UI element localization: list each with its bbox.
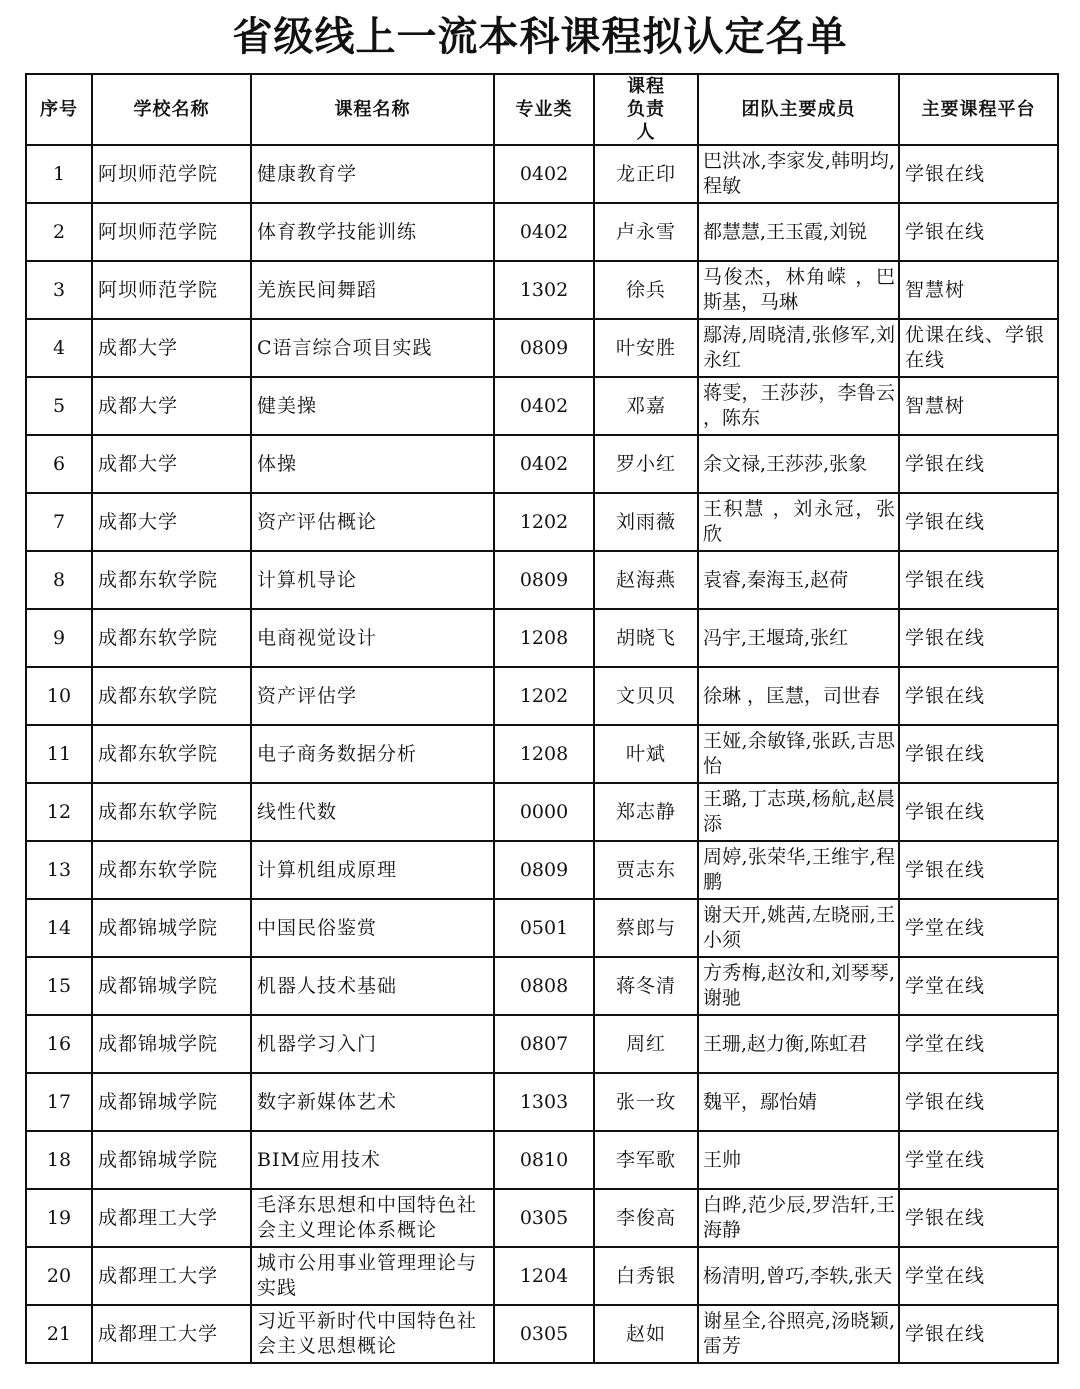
cell-leader: 李俊高 [594,1189,698,1247]
table-row [26,319,1058,377]
table-row [26,1015,1058,1073]
header-course: 课程名称 [251,74,494,145]
cell-leader: 叶斌 [594,725,698,783]
table-row [26,1189,1058,1247]
cell-leader: 叶安胜 [594,319,698,377]
cell-platform: 学银在线 [899,145,1058,203]
header-school: 学校名称 [92,74,251,145]
cell-school: 成都锦城学院 [92,1131,251,1189]
cell-no: 3 [26,261,92,319]
cell-no: 1 [26,145,92,203]
cell-course: 中国民俗鉴赏 [251,899,494,957]
cell-no: 13 [26,841,92,899]
cell-course: 体操 [251,435,494,493]
cell-leader: 周红 [594,1015,698,1073]
header-row [26,74,1058,145]
cell-leader: 张一玫 [594,1073,698,1131]
cell-no: 16 [26,1015,92,1073]
cell-team: 马俊杰，林角嵘 ，巴斯基，马琳 [698,261,899,319]
cell-major: 0501 [494,899,594,957]
cell-major: 0402 [494,145,594,203]
cell-no: 19 [26,1189,92,1247]
cell-course: 健美操 [251,377,494,435]
cell-major: 0809 [494,319,594,377]
cell-team: 周婷,张荣华,王维宇,程鹏 [698,841,899,899]
cell-leader: 郑志静 [594,783,698,841]
cell-team: 鄢涛,周晓清,张修军,刘永红 [698,319,899,377]
cell-school: 成都理工大学 [92,1305,251,1363]
cell-leader: 龙正印 [594,145,698,203]
cell-school: 成都东软学院 [92,551,251,609]
cell-team: 王珊,赵力衡,陈虹君 [698,1015,899,1073]
table-row [26,493,1058,551]
cell-course: BIM应用技术 [251,1131,494,1189]
cell-leader: 卢永雪 [594,203,698,261]
cell-platform: 学堂在线 [899,899,1058,957]
cell-leader: 徐兵 [594,261,698,319]
cell-school: 成都锦城学院 [92,957,251,1015]
cell-team: 白晔,范少辰,罗浩轩,王海静 [698,1189,899,1247]
cell-major: 1303 [494,1073,594,1131]
cell-school: 成都理工大学 [92,1247,251,1305]
cell-course: 机器学习入门 [251,1015,494,1073]
cell-platform: 优课在线、学银在线 [899,319,1058,377]
cell-platform: 学银在线 [899,609,1058,667]
cell-school: 成都大学 [92,377,251,435]
table-row [26,377,1058,435]
cell-major: 0402 [494,377,594,435]
table-row [26,1305,1058,1363]
cell-platform: 学堂在线 [899,957,1058,1015]
cell-major: 0402 [494,435,594,493]
cell-school: 成都理工大学 [92,1189,251,1247]
cell-team: 袁睿,秦海玉,赵荷 [698,551,899,609]
cell-team: 巴洪冰,李家发,韩明均,程敏 [698,145,899,203]
cell-course: 羌族民间舞蹈 [251,261,494,319]
cell-school: 阿坝师范学院 [92,261,251,319]
cell-major: 0305 [494,1305,594,1363]
table-row [26,145,1058,203]
cell-no: 11 [26,725,92,783]
cell-platform: 学银在线 [899,841,1058,899]
cell-leader: 贾志东 [594,841,698,899]
table-row [26,551,1058,609]
cell-team: 谢星全,谷照亮,汤晓颖,雷芳 [698,1305,899,1363]
cell-school: 阿坝师范学院 [92,203,251,261]
cell-school: 成都东软学院 [92,725,251,783]
cell-school: 成都东软学院 [92,783,251,841]
cell-leader: 胡晓飞 [594,609,698,667]
cell-major: 1202 [494,667,594,725]
header-team: 团队主要成员 [698,74,899,145]
cell-major: 0809 [494,841,594,899]
cell-school: 成都东软学院 [92,841,251,899]
table-row [26,899,1058,957]
cell-team: 杨清明,曾巧,李轶,张天 [698,1247,899,1305]
cell-course: 计算机组成原理 [251,841,494,899]
cell-school: 阿坝师范学院 [92,145,251,203]
cell-no: 17 [26,1073,92,1131]
cell-platform: 智慧树 [899,377,1058,435]
table-row [26,203,1058,261]
table-row [26,725,1058,783]
table-row [26,841,1058,899]
cell-course: 资产评估学 [251,667,494,725]
cell-leader: 罗小红 [594,435,698,493]
cell-platform: 学银在线 [899,1189,1058,1247]
cell-team: 方秀梅,赵汝和,刘琴琴,谢驰 [698,957,899,1015]
cell-team: 蒋雯，王莎莎，李鲁云 ，陈东 [698,377,899,435]
cell-platform: 学银在线 [899,493,1058,551]
cell-school: 成都锦城学院 [92,1073,251,1131]
header-platform: 主要课程平台 [899,74,1058,145]
cell-platform: 智慧树 [899,261,1058,319]
cell-platform: 学银在线 [899,203,1058,261]
cell-team: 王帅 [698,1131,899,1189]
cell-course: 健康教育学 [251,145,494,203]
cell-team: 王娅,余敏锋,张跃,吉思怡 [698,725,899,783]
table-row [26,609,1058,667]
cell-no: 12 [26,783,92,841]
cell-team: 魏平，鄢怡婧 [698,1073,899,1131]
cell-major: 0807 [494,1015,594,1073]
cell-course: 电商视觉设计 [251,609,494,667]
cell-leader: 赵如 [594,1305,698,1363]
cell-no: 10 [26,667,92,725]
cell-course: 资产评估概论 [251,493,494,551]
cell-leader: 刘雨薇 [594,493,698,551]
cell-no: 7 [26,493,92,551]
cell-major: 0810 [494,1131,594,1189]
cell-no: 2 [26,203,92,261]
cell-platform: 学银在线 [899,1073,1058,1131]
cell-no: 21 [26,1305,92,1363]
cell-no: 14 [26,899,92,957]
cell-course: 城市公用事业管理理论与实践 [251,1247,494,1305]
cell-leader: 赵海燕 [594,551,698,609]
page-title: 省级线上一流本科课程拟认定名单 [232,14,848,60]
table-row [26,1073,1058,1131]
table-row [26,783,1058,841]
cell-school: 成都东软学院 [92,667,251,725]
cell-course: 习近平新时代中国特色社会主义思想概论 [251,1305,494,1363]
cell-team: 王积慧 ，刘永冠，张欣 [698,493,899,551]
cell-platform: 学银在线 [899,1305,1058,1363]
cell-no: 6 [26,435,92,493]
cell-course: 线性代数 [251,783,494,841]
cell-platform: 学堂在线 [899,1247,1058,1305]
cell-major: 0808 [494,957,594,1015]
header-no: 序号 [26,74,92,145]
cell-school: 成都锦城学院 [92,1015,251,1073]
cell-no: 4 [26,319,92,377]
cell-course: C语言综合项目实践 [251,319,494,377]
table-row [26,957,1058,1015]
cell-major: 0000 [494,783,594,841]
cell-leader: 文贝贝 [594,667,698,725]
cell-major: 0402 [494,203,594,261]
cell-major: 1204 [494,1247,594,1305]
cell-leader: 邓嘉 [594,377,698,435]
cell-course: 体育教学技能训练 [251,203,494,261]
cell-team: 谢天开,姚茜,左晓丽,王小须 [698,899,899,957]
table-row [26,1247,1058,1305]
cell-course: 计算机导论 [251,551,494,609]
cell-platform: 学银在线 [899,551,1058,609]
cell-school: 成都大学 [92,319,251,377]
cell-platform: 学银在线 [899,725,1058,783]
cell-course: 数字新媒体艺术 [251,1073,494,1131]
cell-no: 20 [26,1247,92,1305]
cell-platform: 学堂在线 [899,1015,1058,1073]
cell-school: 成都大学 [92,493,251,551]
cell-no: 8 [26,551,92,609]
cell-leader: 蔡郎与 [594,899,698,957]
cell-team: 徐琳 ，匡慧，司世春 [698,667,899,725]
cell-course: 毛泽东思想和中国特色社会主义理论体系概论 [251,1189,494,1247]
cell-team: 冯宇,王堰琦,张红 [698,609,899,667]
cell-team: 余文禄,王莎莎,张象 [698,435,899,493]
header-major: 专业类 [494,74,594,145]
course-table [25,73,1059,1364]
cell-platform: 学堂在线 [899,1131,1058,1189]
cell-major: 1208 [494,725,594,783]
cell-no: 9 [26,609,92,667]
cell-school: 成都东软学院 [92,609,251,667]
header-leader: 课程负责人 [594,74,698,145]
cell-school: 成都大学 [92,435,251,493]
cell-no: 5 [26,377,92,435]
cell-major: 0809 [494,551,594,609]
cell-team: 王璐,丁志瑛,杨航,赵晨添 [698,783,899,841]
cell-leader: 白秀银 [594,1247,698,1305]
cell-leader: 蒋冬清 [594,957,698,1015]
table-row [26,261,1058,319]
cell-team: 都慧慧,王玉霞,刘锐 [698,203,899,261]
table-row [26,667,1058,725]
cell-course: 机器人技术基础 [251,957,494,1015]
cell-school: 成都锦城学院 [92,899,251,957]
cell-major: 1208 [494,609,594,667]
cell-major: 0305 [494,1189,594,1247]
cell-no: 15 [26,957,92,1015]
cell-leader: 李军歌 [594,1131,698,1189]
cell-platform: 学银在线 [899,667,1058,725]
cell-major: 1202 [494,493,594,551]
table-row [26,1131,1058,1189]
cell-platform: 学银在线 [899,435,1058,493]
cell-course: 电子商务数据分析 [251,725,494,783]
cell-no: 18 [26,1131,92,1189]
table-row [26,435,1058,493]
cell-platform: 学银在线 [899,783,1058,841]
cell-major: 1302 [494,261,594,319]
